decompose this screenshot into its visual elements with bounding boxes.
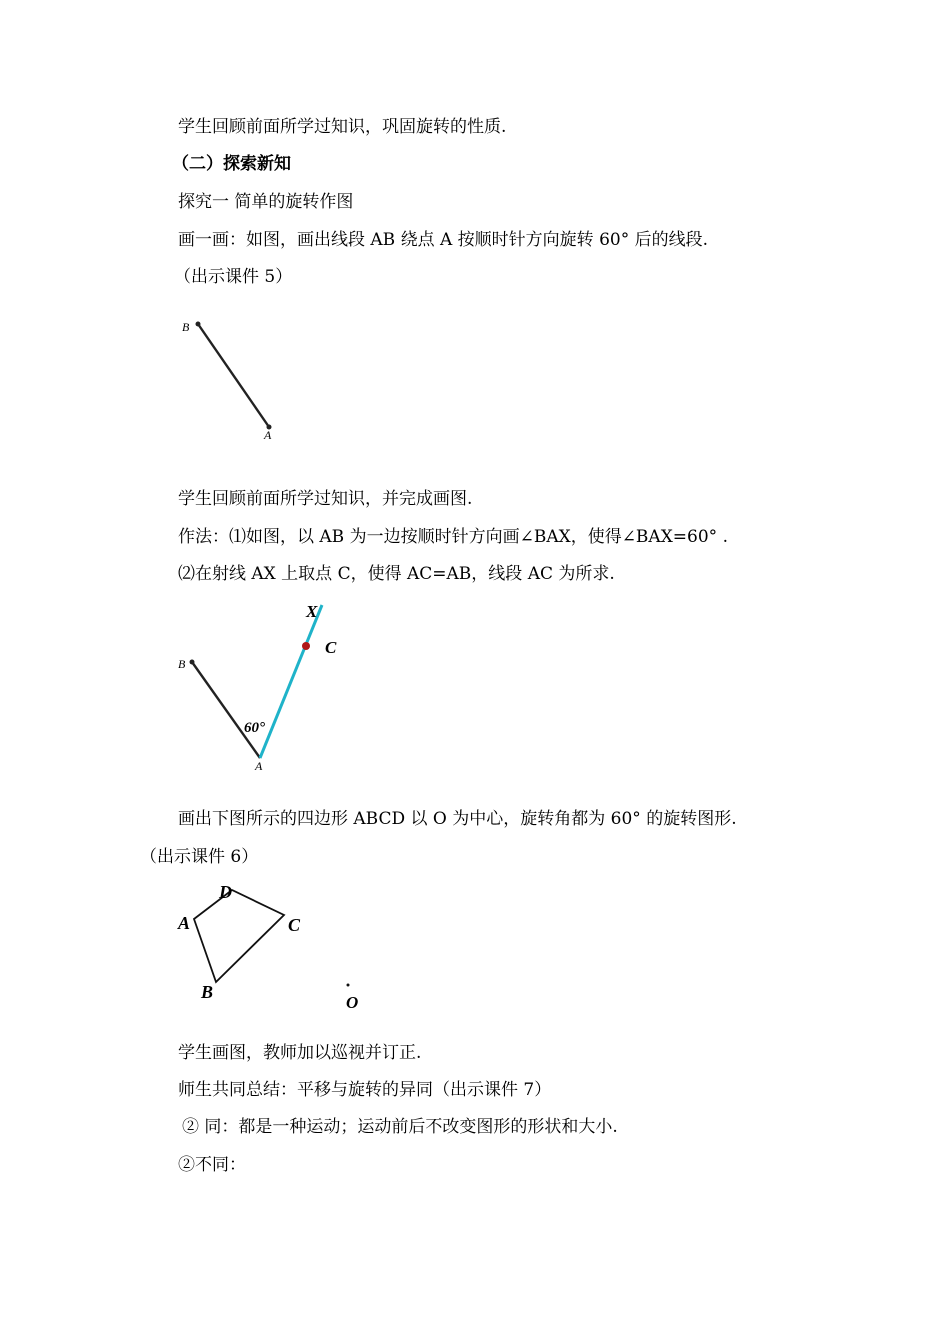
label-c: C [325,638,337,657]
figure-segment-ab [178,315,298,445]
label-b: B [178,657,186,671]
method-step-1: 作法：⑴如图，以 AB 为一边按顺时针方向画∠BAX，使得∠BAX=60° . [178,527,728,547]
label-x: X [306,602,318,621]
summary-heading: 师生共同总结：平移与旋转的异同（出示课件 7） [178,1080,552,1100]
label-o: O [346,993,359,1012]
task-quadrilateral: 画出下图所示的四边形 ABCD 以 O 为中心，旋转角都为 60° 的旋转图形. [178,809,737,829]
method-step-2: ⑵在射线 AX 上取点 C，使得 AC=AB，线段 AC 为所求. [178,564,615,584]
label-a: A [178,913,191,933]
paragraph-students-draw: 学生画图，教师加以巡视并订正. [178,1043,422,1063]
label-a: A [255,759,263,773]
paragraph-complete-drawing: 学生回顾前面所学过知识，并完成画图. [178,489,473,509]
figure-quadrilateral [172,878,382,1018]
label-d: D [219,882,232,902]
center-o [347,984,350,987]
label-a: A [264,428,272,442]
label-b: B [182,320,190,334]
figure-rotated-segment [172,598,362,778]
courseware-note-6: （出示课件 6） [140,847,259,867]
angle-label: 60° [244,720,265,736]
label-b: B [201,982,214,1002]
label-c: C [288,915,301,935]
point-c [302,642,310,650]
ray-ax [260,605,322,758]
courseware-note-5: （出示课件 5） [174,267,293,287]
exploration-title: 探究一 简单的旋转作图 [178,192,354,212]
section-heading: （二）探索新知 [172,154,291,174]
summary-different: ②不同： [178,1155,246,1175]
task-draw-rotation: 画一画：如图，画出线段 AB 绕点 A 按顺时针方向旋转 60° 后的线段. [178,230,709,250]
summary-same: ② 同：都是一种运动；运动前后不改变图形的形状和大小. [182,1117,618,1137]
paragraph-review: 学生回顾前面所学过知识，巩固旋转的性质. [178,117,507,137]
